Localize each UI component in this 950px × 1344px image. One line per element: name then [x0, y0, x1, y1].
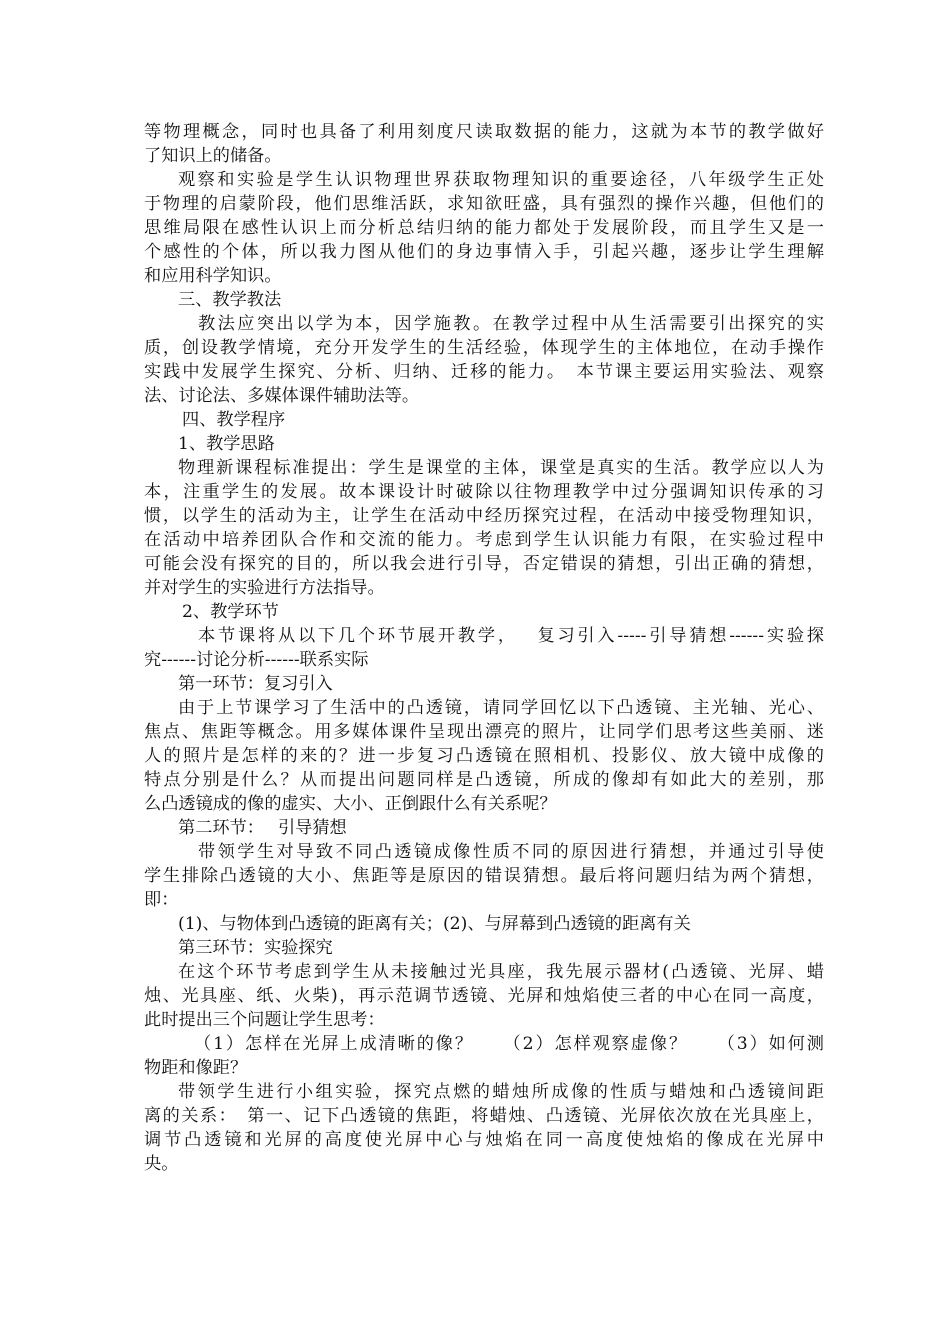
- text-line: 等物理概念，同时也具备了利用刻度尺读取数据的能力，这就为本节的教学做好: [144, 122, 824, 142]
- paragraph-start-line: 物理新课程标准提出：学生是课堂的主体，课堂是真实的生活。教学应以人为: [178, 458, 824, 478]
- text-line: 调节凸透镜和光屏的高度使光屏中心与烛焰在同一高度使烛焰的像成在光屏中: [144, 1130, 824, 1150]
- text-line: 特点分别是什么？从而提出问题同样是凸透镜，所成的像却有如此大的差别，那: [144, 770, 824, 790]
- section-heading-methods: 三、教学教法: [178, 290, 282, 310]
- text-line: 物距和像距？: [144, 1058, 248, 1078]
- text-line: 离的关系： 第一、记下凸透镜的焦距，将蜡烛、凸透镜、光屏依次放在光具座上，: [144, 1106, 824, 1126]
- paragraph-start-line: 由于上节课学习了生活中的凸透镜，请同学回忆以下凸透镜、主光轴、光心、: [178, 698, 824, 718]
- text-line: 思维局限在感性认识上而分析总结归纳的能力都处于发展阶段，而且学生又是一: [144, 218, 824, 238]
- paragraph-start-line: 本节课将从以下几个环节展开教学， 复习引入-----引导猜想------实验探: [198, 626, 824, 646]
- text-line: 即：: [144, 890, 179, 910]
- hypotheses-line: (1)、与物体到凸透镜的距离有关；(2)、与屏幕到凸透镜的距离有关: [178, 914, 691, 934]
- stage-heading-1: 第一环节：复习引入: [178, 674, 333, 694]
- text-line: 焦点、焦距等概念。用多媒体课件呈现出漂亮的照片，让同学们思考这些美丽、迷: [144, 722, 824, 742]
- text-line: 学生排除凸透镜的大小、焦距等是原因的错误猜想。最后将问题归结为两个猜想，: [144, 866, 824, 886]
- paragraph-start-line: 带领学生对导致不同凸透镜成像性质不同的原因进行猜想，并通过引导使: [198, 842, 824, 862]
- subsection-heading-approach: 1、教学思路: [178, 434, 275, 454]
- text-line: 个感性的个体，所以我力图从他们的身边事情入手，引起兴趣，逐步让学生理解: [144, 242, 824, 262]
- text-line: 并对学生的实验进行方法指导。: [144, 578, 385, 598]
- questions-line: （1）怎样在光屏上成清晰的像？ （2）怎样观察虚像？ （3）如何测: [194, 1034, 824, 1054]
- stage-heading-2: 第二环节： 引导猜想: [178, 818, 347, 838]
- text-line: 本，注重学生的发展。故本课设计时破除以往物理教学中过分强调知识传承的习: [144, 482, 824, 502]
- section-heading-procedure: 四、教学程序: [182, 410, 286, 430]
- text-line: 央。: [144, 1154, 179, 1174]
- text-line: 于物理的启蒙阶段，他们思维活跃，求知欲旺盛，具有强烈的操作兴趣，但他们的: [144, 194, 824, 214]
- text-line: 究------讨论分析------联系实际: [144, 650, 369, 670]
- subsection-heading-stages: 2、教学环节: [182, 602, 279, 622]
- paragraph-start-line: 观察和实验是学生认识物理世界获取物理知识的重要途径，八年级学生正处: [178, 170, 824, 190]
- text-line: 在活动中培养团队合作和交流的能力。考虑到学生认识能力有限，在实验过程中: [144, 530, 824, 550]
- text-line: 了知识上的储备。: [144, 146, 282, 166]
- stage-heading-3: 第三环节：实验探究: [178, 938, 333, 958]
- text-line: 可能会没有探究的目的，所以我会进行引导，否定错误的猜想，引出正确的猜想，: [144, 554, 824, 574]
- text-line: 么凸透镜成的像的虚实、大小、正倒跟什么有关系呢？: [144, 794, 557, 814]
- text-line: 实践中发展学生探究、分析、归纳、迁移的能力。 本节课主要运用实验法、观察: [144, 362, 824, 382]
- text-line: 和应用科学知识。: [144, 266, 282, 286]
- text-line: 质，创设教学情境，充分开发学生的生活经验，体现学生的主体地位，在动手操作: [144, 338, 824, 358]
- paragraph-start-line: 在这个环节考虑到学生从未接触过光具座，我先展示器材(凸透镜、光屏、蜡: [178, 962, 824, 982]
- text-line: 此时提出三个问题让学生思考：: [144, 1010, 385, 1030]
- text-line: 法、讨论法、多媒体课件辅助法等。: [144, 386, 420, 406]
- paragraph-start-line: 带领学生进行小组实验，探究点燃的蜡烛所成像的性质与蜡烛和凸透镜间距: [178, 1082, 824, 1102]
- text-line: 烛、光具座、纸、火柴)，再示范调节透镜、光屏和烛焰使三者的中心在同一高度，: [144, 986, 824, 1006]
- paragraph-start-line: 教法应突出以学为本，因学施教。在教学过程中从生活需要引出探究的实: [198, 314, 824, 334]
- text-line: 人的照片是怎样的来的？进一步复习凸透镜在照相机、投影仪、放大镜中成像的: [144, 746, 824, 766]
- text-line: 惯，以学生的活动为主，让学生在活动中经历探究过程，在活动中接受物理知识，: [144, 506, 824, 526]
- document-body: [144, 120, 824, 1176]
